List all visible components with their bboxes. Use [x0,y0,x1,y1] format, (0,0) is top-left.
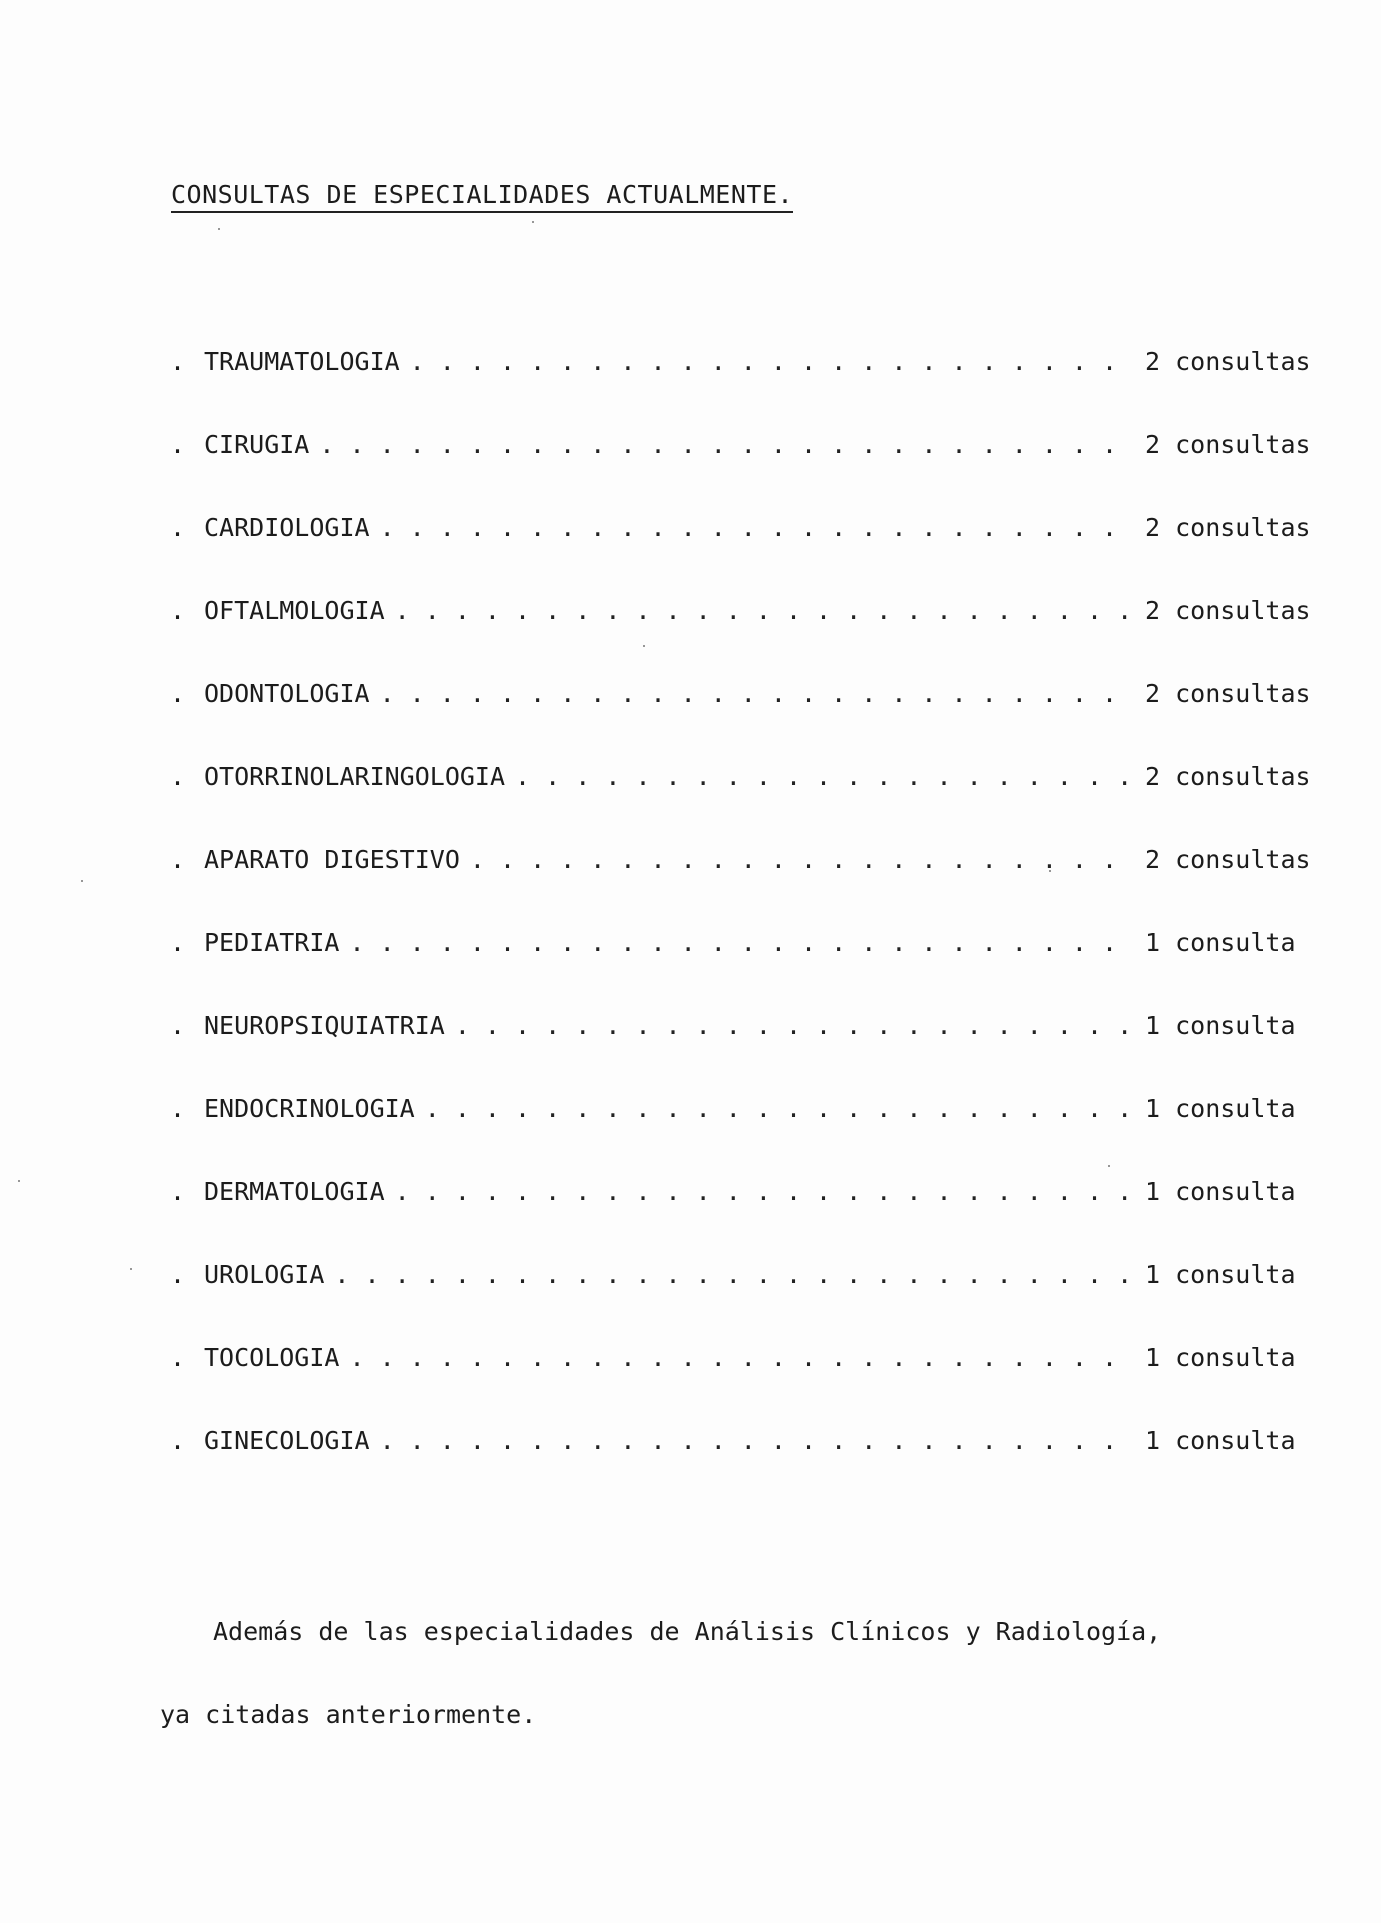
specialty-name: CIRUGIA [204,430,310,459]
specialty-name: TOCOLOGIA [204,1343,340,1372]
list-bullet: . [170,928,186,957]
list-item [170,1260,1320,1343]
consultation-count: 1 consulta [1145,1426,1296,1455]
dot-leader [380,1426,1133,1455]
list-item [170,1011,1320,1094]
consultation-count: 1 consulta [1145,1177,1296,1206]
list-item [170,928,1320,1011]
specialty-name: PEDIATRIA [204,928,340,957]
consultation-count: 1 consulta [1145,928,1296,957]
dot-leader [380,513,1133,542]
specialty-name: NEUROPSIQUIATRIA [204,1011,445,1040]
list-item [170,1426,1320,1509]
consultation-count: 2 consultas [1145,513,1311,542]
list-item [170,430,1320,513]
list-item [170,1343,1320,1426]
specialty-name: OTORRINOLARINGOLOGIA [204,762,506,791]
dot-leader [334,1260,1133,1289]
consultation-count: 2 consultas [1145,845,1311,874]
list-bullet: . [170,845,186,874]
list-bullet: . [170,762,186,791]
specialty-name: UROLOGIA [204,1260,325,1289]
closing-note [160,1590,1280,1756]
specialty-name: ENDOCRINOLOGIA [204,1094,415,1123]
specialty-name: DERMATOLOGIA [204,1177,385,1206]
dot-leader [425,1094,1133,1123]
consultation-count: 2 consultas [1145,679,1311,708]
dot-leader [395,596,1133,625]
specialty-name: CARDIOLOGIA [204,513,370,542]
scan-speck [18,1180,20,1182]
scan-speck [218,228,220,230]
list-bullet: . [170,1343,186,1372]
specialty-name: GINECOLOGIA [204,1426,370,1455]
scan-speck [532,221,534,223]
dot-leader [349,928,1133,957]
dot-leader [395,1177,1133,1206]
consultation-count: 1 consulta [1145,1260,1296,1289]
scan-speck [1049,870,1051,872]
list-item [170,679,1320,762]
page-title: CONSULTAS DE ESPECIALIDADES ACTUALMENTE. [171,180,793,213]
specialty-list [170,347,1320,1509]
list-item [170,762,1320,845]
note-line-2: ya citadas anteriormente. [160,1700,537,1729]
specialty-name: APARATO DIGESTIVO [204,845,460,874]
scan-speck [1108,1165,1110,1167]
specialty-name: TRAUMATOLOGIA [204,347,400,376]
list-bullet: . [170,1260,186,1289]
list-bullet: . [170,679,186,708]
specialty-name: ODONTOLOGIA [204,679,370,708]
scan-speck [130,1268,132,1270]
dot-leader [455,1011,1133,1040]
consultation-count: 1 consulta [1145,1343,1296,1372]
dot-leader [410,347,1133,376]
list-bullet: . [170,1177,186,1206]
list-bullet: . [170,430,186,459]
dot-leader [515,762,1133,791]
consultation-count: 1 consulta [1145,1094,1296,1123]
list-item [170,1177,1320,1260]
list-bullet: . [170,1426,186,1455]
list-bullet: . [170,596,186,625]
dot-leader [349,1343,1133,1372]
dot-leader [470,845,1133,874]
list-item [170,1094,1320,1177]
list-item [170,596,1320,679]
list-bullet: . [170,1094,186,1123]
consultation-count: 2 consultas [1145,762,1311,791]
list-bullet: . [170,1011,186,1040]
list-item [170,513,1320,596]
consultation-count: 1 consulta [1145,1011,1296,1040]
consultation-count: 2 consultas [1145,347,1311,376]
scan-speck [643,645,645,647]
consultation-count: 2 consultas [1145,596,1311,625]
list-item [170,845,1320,928]
specialty-name: OFTALMOLOGIA [204,596,385,625]
dot-leader [380,679,1133,708]
list-item [170,347,1320,430]
list-bullet: . [170,513,186,542]
note-line-1: Además de las especialidades de Análisis Clínicos y Radiología, [213,1617,1162,1646]
scan-speck [81,880,83,882]
list-bullet: . [170,347,186,376]
dot-leader [319,430,1133,459]
consultation-count: 2 consultas [1145,430,1311,459]
